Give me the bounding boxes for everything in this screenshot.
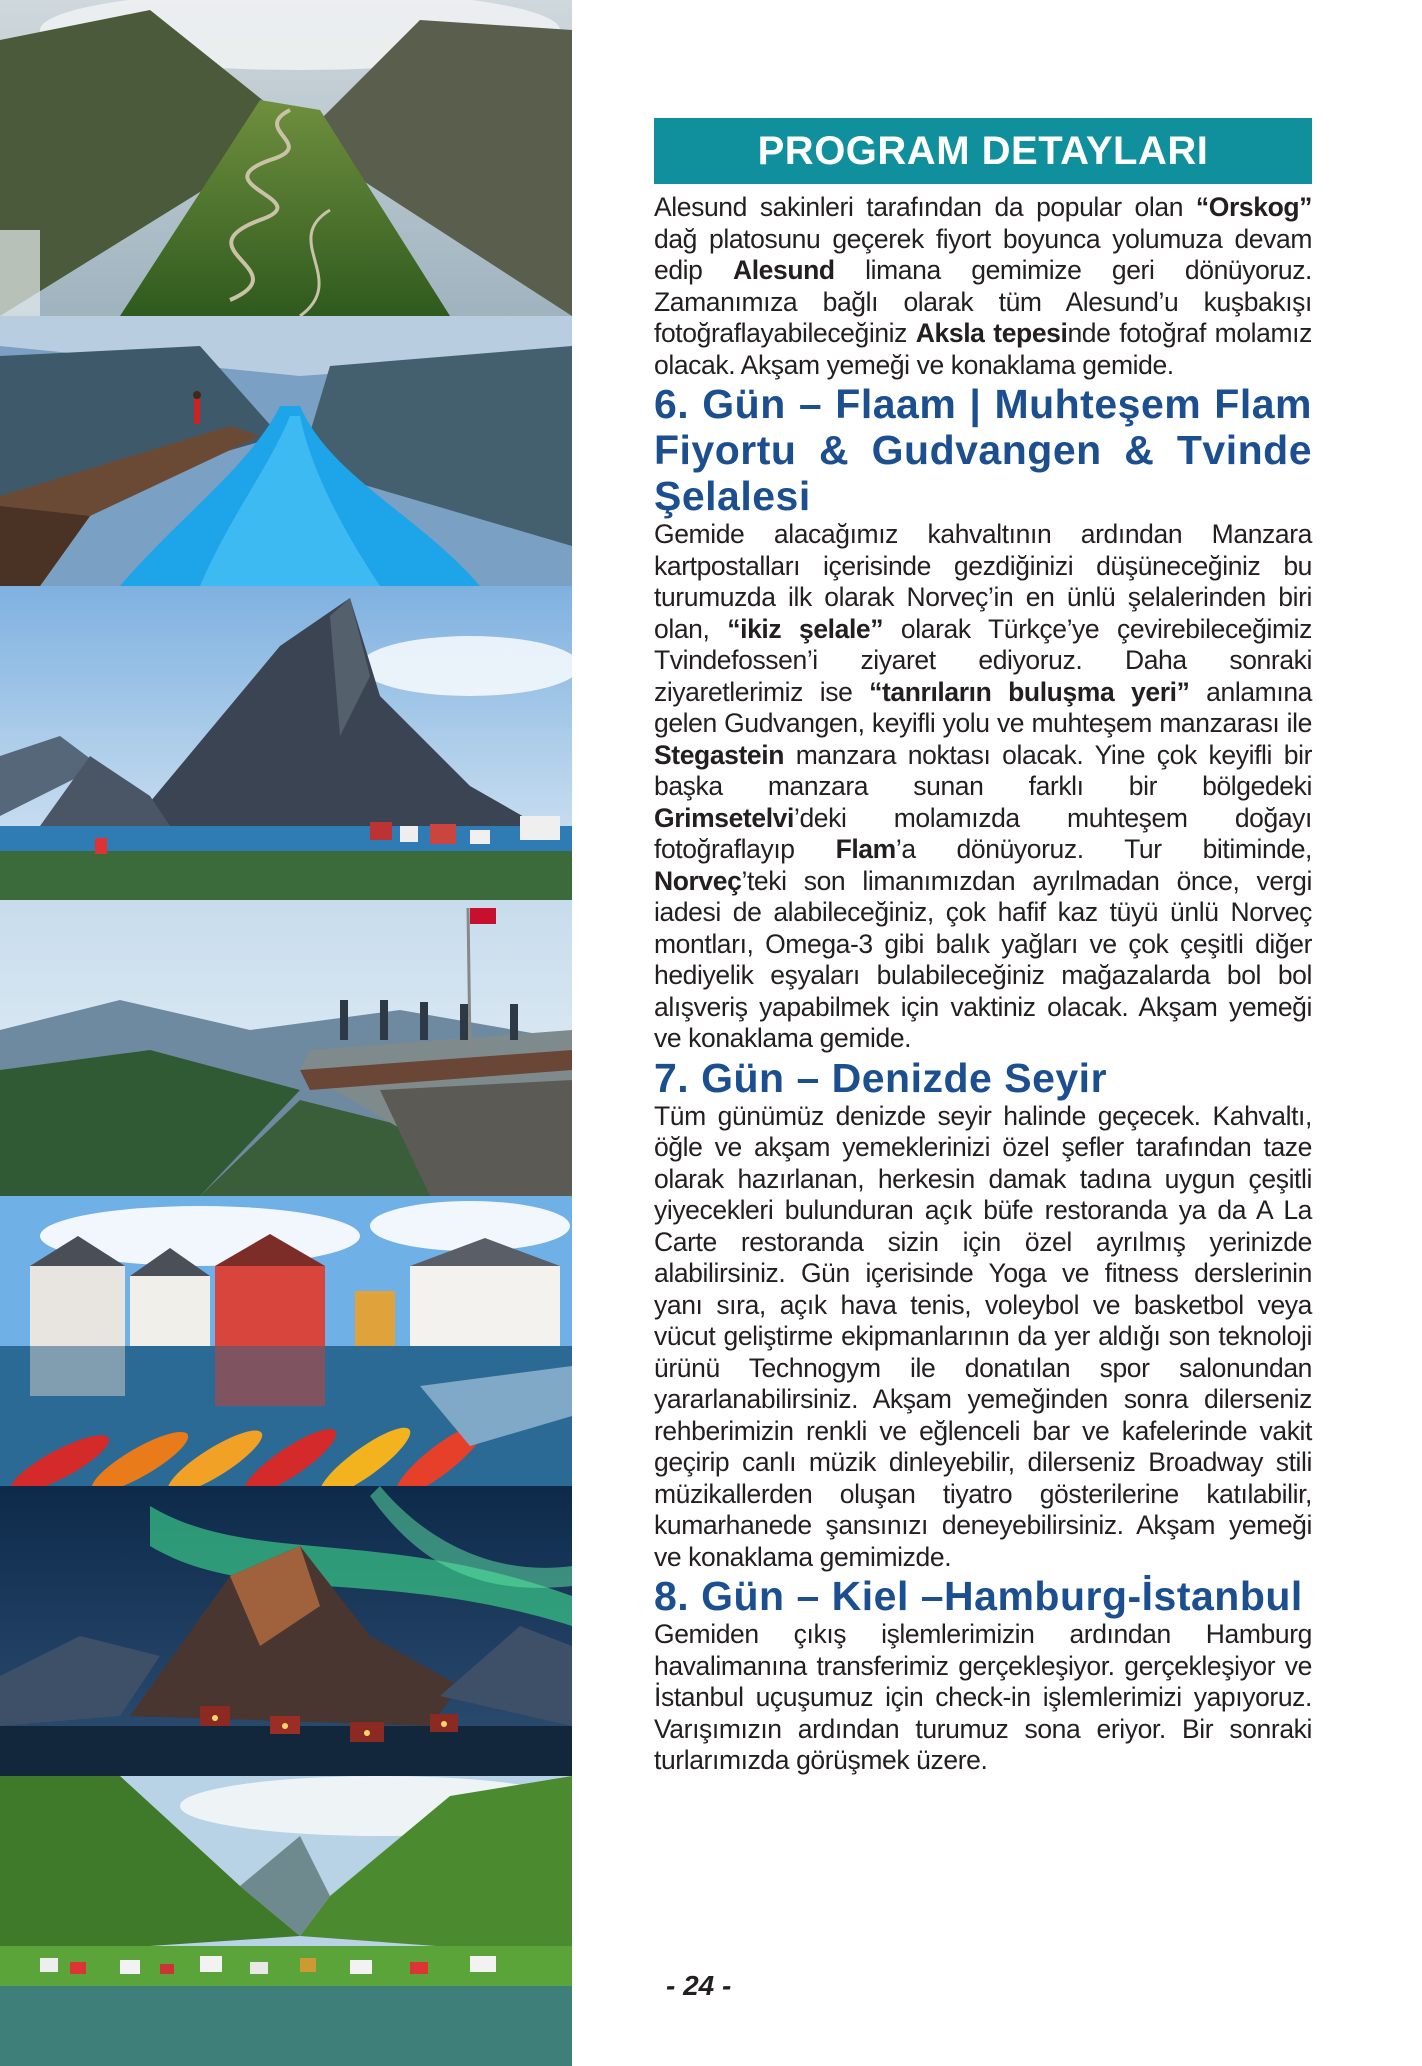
day-6-heading: 6. Gün – Flaam | Muhteşem Flam Fiyortu & Gudvangen & Tvinde Şelalesi [654,381,1312,519]
day-8-heading: 8. Gün – Kiel –Hamburg-İstanbul [654,1573,1303,1619]
section-banner: PROGRAM DETAYLARI [654,118,1312,184]
bold-term: Alesund [732,255,835,285]
bold-term: “ikiz şelale” [727,613,884,644]
text-run: ’a dönüyoruz. Tur bitiminde, [895,834,1312,864]
mountain-serpentine-road-photo [0,0,572,316]
bold-term: Aksla tepesi [915,318,1068,348]
text-run: Alesund sakinleri tarafından da popular olan [654,192,1196,222]
northern-lights-village-photo [0,1486,572,1776]
program-details-column [654,118,1312,1777]
viewing-platform-fjord-photo [0,900,572,1196]
lofoten-peak-village-photo [0,586,572,900]
bold-term: Flam [835,834,896,864]
day-8-paragraph [654,1619,1312,1777]
photo-strip [0,0,572,2066]
text-run: Gemide alacağımız kahvaltının ardından Manzara kartpostalları içerisinde gezdiğinizi düşüneceğiniz bu turumuzda ilk olarak Norveç’in en ünlü şelalerinden biri olan, [654,519,1312,644]
cliff-over-blue-fjord-photo [0,316,572,586]
text-run: anlamına gelen Gudvangen, keyifli yolu ve muhteşem manzarası ile [654,676,1312,738]
intro-paragraph [654,192,1312,381]
bold-term: “tanrıların buluşma yeri” [869,676,1190,707]
bold-term: “Orskog” [1195,192,1312,222]
bold-term: Grimsetelvi [654,802,794,833]
text-run: Gemiden çıkış işlemlerimizin ardından Hamburg havalimanına transferimiz gerçekleşiyor. gerçekleşiyor ve İstanbul uçuşumuz için check-in işlemlerimizi yapıyoruz. Varışımızın ardından turumuz sona eriyor. Bir sonraki turlarımızda görüşmek üzere. [654,1619,1312,1775]
text-run: Tüm günümüz denizde seyir halinde geçecek. Kahvaltı, öğle ve akşam yemeklerinizi özel şefler tarafından taze olarak hazırlanan, herkesin damak tadına uygun çeşitli yiyecekleri bulunduran açık büfe restoranda ya da A La Carte restoranda sizin için özel ayrılmış yerinizde alabilirsiniz. Gün içerisinde Yoga ve fitness derslerinin yanı sıra, açık hava tenis, voleybol ve basketbol veya vücut geliştirme ekipmanlarının da yer aldığı son teknoloji ürünü Technogym ile donatılan spor salonundan yararlanabilirsiniz. Akşam yemeğinden sonra dilerseniz rehberimizin renkli ve eğlenceli bar ve kafelerinde vakit geçirip canlı müzik dinleyebilir, dilerseniz Broadway stili müzikallerden oluşan tiyatro gösterilerine katılabilir, kumarhanede şansınızı deneyebilirsiniz. Akşam yemeği ve konaklama gemimizde. [654,1100,1312,1572]
bold-term: Norveç [654,865,742,896]
text-run: limana gemimize geri dönüyoruz. Zamanımıza bağlı olarak tüm Alesund’u kuşbakışı fotoğraflayabileceğiniz [654,255,1313,348]
bold-term: Stegastein [654,739,785,770]
day-7-heading: 7. Gün – Denizde Seyir [654,1054,1108,1101]
text-run: manzara noktası olacak. Yine çok keyifli bir başka manzara sunan farklı bir bölgedeki [654,739,1312,801]
page-number: - 24 - [666,1970,732,2001]
text-run: ’deki molamızda muhteşem doğayı fotoğraflayıp [654,802,1312,864]
text-run: ’teki son limanımızdan ayrılmadan önce, vergi iadesi de alabileceğiniz, çok hafif kaz tüyü ünlü Norveç montları, Omega-3 gibi balık yağları ve çok çeşitli diğer hediyelik eşyaları bulabileceğiniz mağazalarda bol bol alışveriş yapabilmek için vaktiniz olacak. Akşam yemeği ve konaklama gemide. [654,865,1312,1053]
text-run: dağ platosunu geçerek fiyort boyunca yolumuza devam edip [654,223,1312,285]
green-valley-village-photo [0,1776,572,2066]
text-run: olarak Türkçe’ye çevirebileceğimiz Tvindefossen’i ziyaret ediyoruz. Daha sonraki ziyaretlerimiz ise [654,613,1312,707]
day-7-paragraph [654,1101,1312,1574]
text-run: nde fotoğraf molamız olacak. Akşam yemeği ve konaklama gemide. [654,318,1312,380]
day-6-paragraph [654,519,1312,1055]
alesund-kayaks-photo [0,1196,572,1486]
